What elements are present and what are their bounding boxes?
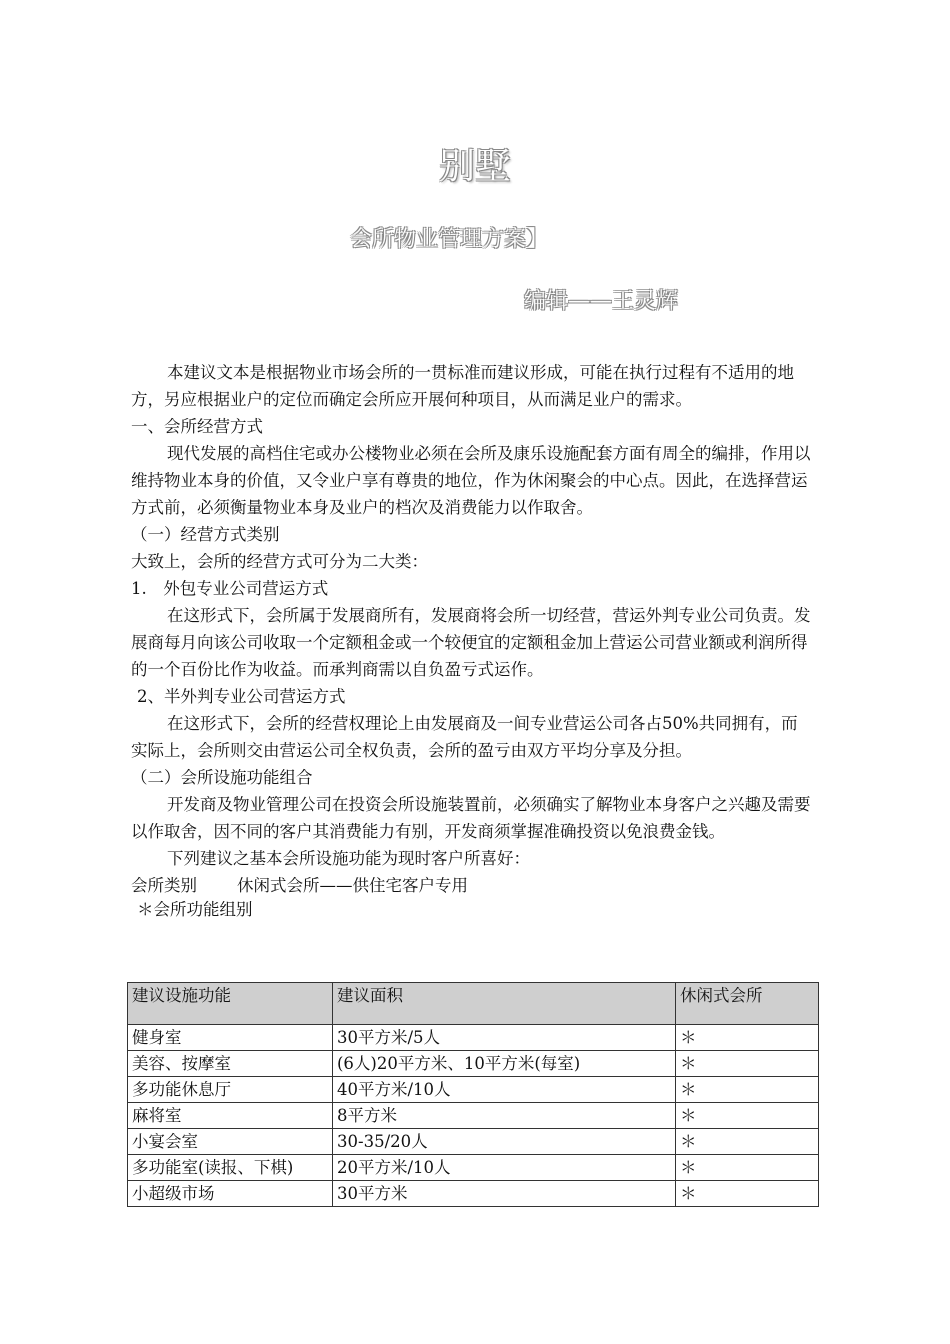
section-heading-1: 一、会所经营方式 (131, 417, 263, 436)
table-row (128, 1129, 819, 1155)
table-header-cell: 建议设施功能 (128, 983, 333, 1025)
paragraph-facilities: 开发商及物业管理公司在投资会所设施装置前，必须确实了解物业本身客户之兴趣及需要以作取舍，因不同的客户其消费能力有别，开发商须掌握准确投资以免浪费金钱。 (131, 795, 811, 841)
table-cell: ＊ (676, 1025, 819, 1051)
table-cell: 美容、按摩室 (128, 1051, 333, 1077)
subsection-heading-2: （二）会所设施功能组合 (131, 768, 313, 787)
subsection-heading-1: （一）经营方式类别 (131, 525, 280, 544)
table-cell: ＊ (676, 1077, 819, 1103)
table-cell: 麻将室 (128, 1103, 333, 1129)
table-cell: 小超级市场 (128, 1181, 333, 1207)
table-row (128, 1077, 819, 1103)
table-cell: 30平方米/5人 (333, 1025, 676, 1051)
list-item-2-body: 在这形式下，会所的经营权理论上由发展商及一间专业营运公司各占50%共同拥有，而实际上，会所则交由营运公司全权负责，会所的盈亏由双方平均分享及分担。 (131, 714, 798, 760)
table-cell: ＊ (676, 1181, 819, 1207)
document-body (131, 359, 811, 921)
club-category-label: 会所类别 (131, 876, 197, 895)
document-title: 别墅 (438, 146, 511, 187)
table-cell: 健身室 (128, 1025, 333, 1051)
table-cell: 小宴会室 (128, 1129, 333, 1155)
table-caption: ＊会所功能组别 (137, 900, 253, 919)
table-cell: ＊ (676, 1129, 819, 1155)
paragraph-categories: 大致上，会所的经营方式可分为二大类： (131, 552, 428, 571)
table-cell: 40平方米/10人 (333, 1077, 676, 1103)
list-item-1-title: 1. 外包专业公司营运方式 (131, 579, 329, 598)
table-header-cell: 建议面积 (333, 983, 676, 1025)
paragraph-suggestions: 下列建议之基本会所设施功能为现时客户所喜好： (167, 849, 530, 868)
table-cell: 多功能休息厅 (128, 1077, 333, 1103)
intro-paragraph: 本建议文本是根据物业市场会所的一贯标准而建议形成，可能在执行过程有不适用的地方，另应根据业户的定位而确定会所应开展何种项目，从而满足业户的需求。 (131, 363, 794, 409)
table-row (128, 1051, 819, 1077)
table-cell: 20平方米/10人 (333, 1155, 676, 1181)
table-cell: 8平方米 (333, 1103, 676, 1129)
table-cell: ＊ (676, 1051, 819, 1077)
editor-credit: 编辑——王灵辉 (524, 289, 679, 314)
list-item-2-title: 2、半外判专业公司营运方式 (137, 687, 346, 706)
table-cell: ＊ (676, 1155, 819, 1181)
table-cell: 多功能室(读报、下棋) (128, 1155, 333, 1181)
table-row (128, 1025, 819, 1051)
club-category-value: 休闲式会所——供住宅客户专用 (237, 876, 468, 895)
list-item-1-body: 在这形式下，会所属于发展商所有，发展商将会所一切经营，营运外判专业公司负责。发展商每月向该公司收取一个定额租金或一个较便宜的定额租金加上营运公司营业额或利润所得的一个百份比作为收益。而承判商需以自负盈亏式运作。 (131, 606, 811, 679)
facility-table (127, 982, 819, 1207)
table-cell: (6人)20平方米、10平方米(每室) (333, 1051, 676, 1077)
table-row (128, 1181, 819, 1207)
club-category-line (131, 872, 811, 899)
table-cell: ＊ (676, 1103, 819, 1129)
paragraph-operation: 现代发展的高档住宅或办公楼物业必须在会所及康乐设施配套方面有周全的编排，作用以维持物业本身的价值，又令业户享有尊贵的地位，作为休闲聚会的中心点。因此，在选择营运方式前，必须衡量物业本身及业户的档次及消费能力以作取舍。 (131, 444, 811, 517)
table-cell: 30平方米 (333, 1181, 676, 1207)
document-subtitle: 会所物业管理方案】 (350, 227, 549, 252)
table-row (128, 1155, 819, 1181)
table-row (128, 1103, 819, 1129)
table-header-row (128, 983, 819, 1025)
table-header-cell: 休闲式会所 (676, 983, 819, 1025)
table-cell: 30-35/20人 (333, 1129, 676, 1155)
